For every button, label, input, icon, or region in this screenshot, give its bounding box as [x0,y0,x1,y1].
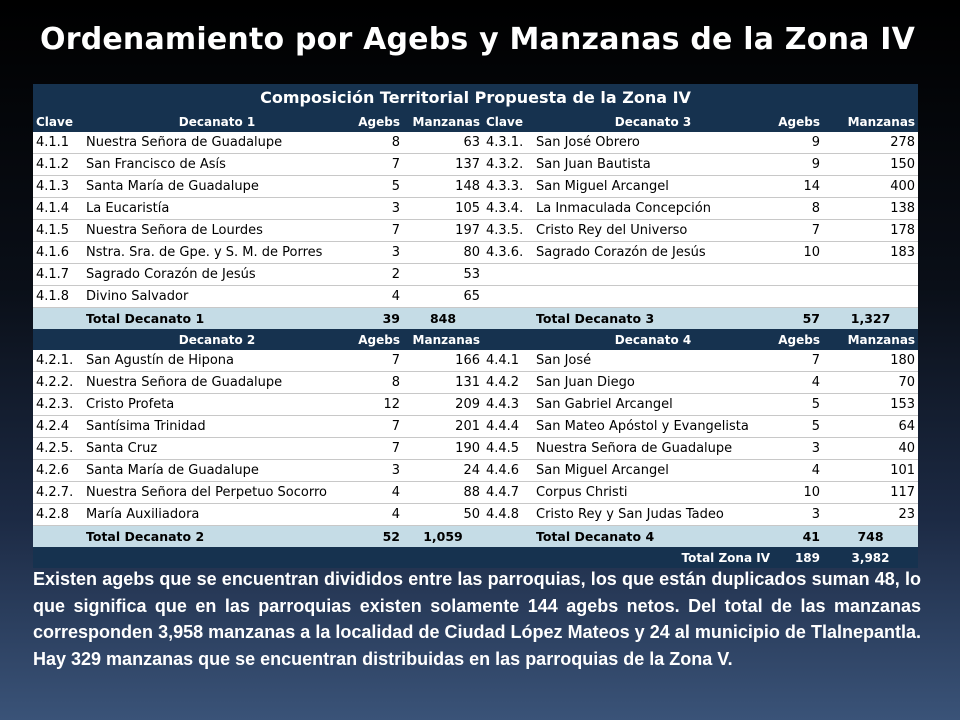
total-manzanas: 848 [403,308,483,330]
parish-manzanas: 148 [403,176,483,198]
table-row [33,198,918,220]
parish-manzanas: 190 [403,438,483,460]
parish-manzanas: 23 [823,504,918,526]
table-row [33,460,918,482]
parish-key: 4.2.5. [33,438,83,460]
header-manzanas-right: Manzanas [823,111,918,132]
parish-manzanas: 131 [403,372,483,394]
parish-manzanas: 65 [403,286,483,308]
table-row [33,264,918,286]
parish-key: 4.3.6. [483,242,533,264]
table-row [33,132,918,154]
parish-key [483,286,533,308]
parish-agebs: 8 [351,132,403,154]
parish-key: 4.2.8 [33,504,83,526]
summary-note: Existen agebs que se encuentran divididos entre las parroquias, los que están duplicados suman 48, lo que significa que en las parroquias existen solamente 144 agebs netos. Del total de las manzanas corresponden 3,958 manzanas a la localidad de Ciudad López Mateos y 24 al municipio de Tlalnepantla. Hay 329 manzanas que se encuentran distribuidas en las parroquias de la Zona V. [33,569,921,669]
parish-key: 4.3.4. [483,198,533,220]
total-agebs: 41 [773,526,823,548]
total-label: Total Decanato 1 [83,308,351,330]
parish-name: María Auxiliadora [83,504,351,526]
header-decanato2: Decanato 2 [83,329,351,350]
parish-name: Nuestra Señora de Guadalupe [533,438,773,460]
parish-agebs: 8 [351,372,403,394]
parish-manzanas: 50 [403,504,483,526]
parish-name: San José [533,350,773,372]
parish-manzanas: 53 [403,264,483,286]
header-decanato1: Decanato 1 [83,111,351,132]
parish-manzanas: 400 [823,176,918,198]
parish-name: San Juan Bautista [533,154,773,176]
parish-manzanas: 64 [823,416,918,438]
total-agebs: 39 [351,308,403,330]
parish-manzanas: 166 [403,350,483,372]
column-header-row [33,111,918,132]
parish-manzanas: 63 [403,132,483,154]
parish-key: 4.4.5 [483,438,533,460]
parish-name: Nuestra Señora de Guadalupe [83,132,351,154]
parish-agebs: 7 [773,350,823,372]
parish-key: 4.3.1. [483,132,533,154]
parish-manzanas: 153 [823,394,918,416]
total-spacer [33,526,83,548]
parish-agebs: 4 [351,504,403,526]
table-row [33,154,918,176]
table-row [33,504,918,526]
parish-agebs: 12 [351,394,403,416]
parish-key: 4.2.4 [33,416,83,438]
header-agebs-right: Agebs [773,111,823,132]
column-header-row [33,329,918,350]
parish-agebs: 7 [773,220,823,242]
parish-name: Santa María de Guadalupe [83,460,351,482]
parish-agebs: 3 [773,504,823,526]
grand-total-label: Total Zona IV [533,547,773,568]
parish-agebs: 7 [351,154,403,176]
table-row [33,242,918,264]
total-manzanas: 1,327 [823,308,918,330]
territorial-table-container [33,84,918,568]
grand-total-agebs: 189 [773,547,823,568]
parish-key: 4.1.7 [33,264,83,286]
parish-manzanas: 117 [823,482,918,504]
parish-manzanas: 209 [403,394,483,416]
table-row [33,286,918,308]
parish-key: 4.4.6 [483,460,533,482]
parish-manzanas: 40 [823,438,918,460]
parish-agebs: 4 [351,482,403,504]
parish-agebs: 5 [773,416,823,438]
header-agebs-right: Agebs [773,329,823,350]
parish-agebs: 5 [773,394,823,416]
parish-agebs: 14 [773,176,823,198]
parish-name: San Gabriel Arcangel [533,394,773,416]
parish-manzanas: 180 [823,350,918,372]
parish-agebs: 3 [351,242,403,264]
total-manzanas: 1,059 [403,526,483,548]
parish-key: 4.1.5 [33,220,83,242]
header-manzanas-right: Manzanas [823,329,918,350]
parish-key: 4.1.2 [33,154,83,176]
parish-key: 4.4.2 [483,372,533,394]
parish-agebs: 2 [351,264,403,286]
header-clave-left: Clave [33,111,83,132]
parish-agebs: 3 [351,460,403,482]
parish-agebs: 10 [773,242,823,264]
parish-key: 4.4.7 [483,482,533,504]
parish-manzanas [823,264,918,286]
parish-agebs: 3 [773,438,823,460]
header-decanato4: Decanato 4 [533,329,773,350]
table-row [33,438,918,460]
parish-agebs: 3 [351,198,403,220]
parish-agebs [773,286,823,308]
table-row [33,350,918,372]
parish-name: San Francisco de Asís [83,154,351,176]
parish-name: San Juan Diego [533,372,773,394]
parish-manzanas: 178 [823,220,918,242]
grand-spacer [33,547,533,568]
parish-manzanas: 183 [823,242,918,264]
parish-key: 4.2.6 [33,460,83,482]
header-decanato3: Decanato 3 [533,111,773,132]
total-agebs: 52 [351,526,403,548]
total-manzanas: 748 [823,526,918,548]
slide-title: Ordenamiento por Agebs y Manzanas de la Zona IV [40,22,915,57]
total-label: Total Decanato 4 [533,526,773,548]
parish-manzanas: 24 [403,460,483,482]
parish-key: 4.4.3 [483,394,533,416]
parish-key: 4.3.5. [483,220,533,242]
parish-name: Sagrado Corazón de Jesús [533,242,773,264]
header-manzanas-left: Manzanas [403,111,483,132]
parish-name: Santa María de Guadalupe [83,176,351,198]
parish-key: 4.1.4 [33,198,83,220]
parish-manzanas: 150 [823,154,918,176]
total-row [33,308,918,330]
parish-key: 4.1.8 [33,286,83,308]
header-agebs-left: Agebs [351,329,403,350]
table-row [33,394,918,416]
table-row [33,416,918,438]
parish-key: 4.4.8 [483,504,533,526]
parish-agebs: 10 [773,482,823,504]
total-spacer [33,308,83,330]
parish-name: San Mateo Apóstol y Evangelista [533,416,773,438]
parish-agebs: 9 [773,154,823,176]
parish-agebs: 4 [773,460,823,482]
header-clave-right [483,329,533,350]
parish-key: 4.2.2. [33,372,83,394]
header-clave-left [33,329,83,350]
total-row [33,526,918,548]
total-label: Total Decanato 2 [83,526,351,548]
parish-agebs: 7 [351,220,403,242]
parish-name: La Eucaristía [83,198,351,220]
table-title-row [33,84,918,111]
parish-key: 4.2.1. [33,350,83,372]
total-label: Total Decanato 3 [533,308,773,330]
parish-key: 4.1.6 [33,242,83,264]
parish-name: Cristo Rey y San Judas Tadeo [533,504,773,526]
parish-key: 4.2.7. [33,482,83,504]
parish-manzanas [823,286,918,308]
parish-key: 4.3.3. [483,176,533,198]
parish-key: 4.4.1 [483,350,533,372]
parish-name: Santa Cruz [83,438,351,460]
parish-name: Sagrado Corazón de Jesús [83,264,351,286]
parish-manzanas: 80 [403,242,483,264]
parish-manzanas: 101 [823,460,918,482]
parish-name: Nstra. Sra. de Gpe. y S. M. de Porres [83,242,351,264]
parish-manzanas: 138 [823,198,918,220]
parish-key: 4.1.1 [33,132,83,154]
header-clave-right: Clave [483,111,533,132]
parish-manzanas: 105 [403,198,483,220]
parish-name: San Agustín de Hipona [83,350,351,372]
parish-manzanas: 197 [403,220,483,242]
parish-key: 4.2.3. [33,394,83,416]
parish-name: Nuestra Señora de Lourdes [83,220,351,242]
table-row [33,372,918,394]
total-spacer [483,308,533,330]
parish-manzanas: 70 [823,372,918,394]
grand-total-manzanas: 3,982 [823,547,918,568]
parish-key: 4.3.2. [483,154,533,176]
parish-agebs: 7 [351,438,403,460]
total-spacer [483,526,533,548]
parish-key: 4.1.3 [33,176,83,198]
parish-name: Cristo Rey del Universo [533,220,773,242]
parish-agebs [773,264,823,286]
parish-name [533,286,773,308]
parish-name: Santísima Trinidad [83,416,351,438]
header-agebs-left: Agebs [351,111,403,132]
parish-name: Divino Salvador [83,286,351,308]
parish-key [483,264,533,286]
parish-manzanas: 278 [823,132,918,154]
parish-name: San Miguel Arcangel [533,176,773,198]
parish-name [533,264,773,286]
header-manzanas-left: Manzanas [403,329,483,350]
parish-name: San José Obrero [533,132,773,154]
parish-manzanas: 88 [403,482,483,504]
parish-agebs: 7 [351,350,403,372]
parish-name: Cristo Profeta [83,394,351,416]
table-row [33,176,918,198]
parish-name: La Inmaculada Concepción [533,198,773,220]
table-title: Composición Territorial Propuesta de la Zona IV [33,84,918,111]
parish-manzanas: 137 [403,154,483,176]
parish-agebs: 4 [773,372,823,394]
parish-name: Nuestra Señora de Guadalupe [83,372,351,394]
parish-key: 4.4.4 [483,416,533,438]
parish-name: Nuestra Señora del Perpetuo Socorro [83,482,351,504]
parish-agebs: 7 [351,416,403,438]
parish-name: San Miguel Arcangel [533,460,773,482]
grand-total-row [33,547,918,568]
table-row [33,482,918,504]
parish-manzanas: 201 [403,416,483,438]
table-row [33,220,918,242]
territorial-composition-table [33,84,918,568]
parish-agebs: 4 [351,286,403,308]
total-agebs: 57 [773,308,823,330]
parish-agebs: 5 [351,176,403,198]
parish-agebs: 9 [773,132,823,154]
parish-agebs: 8 [773,198,823,220]
parish-name: Corpus Christi [533,482,773,504]
